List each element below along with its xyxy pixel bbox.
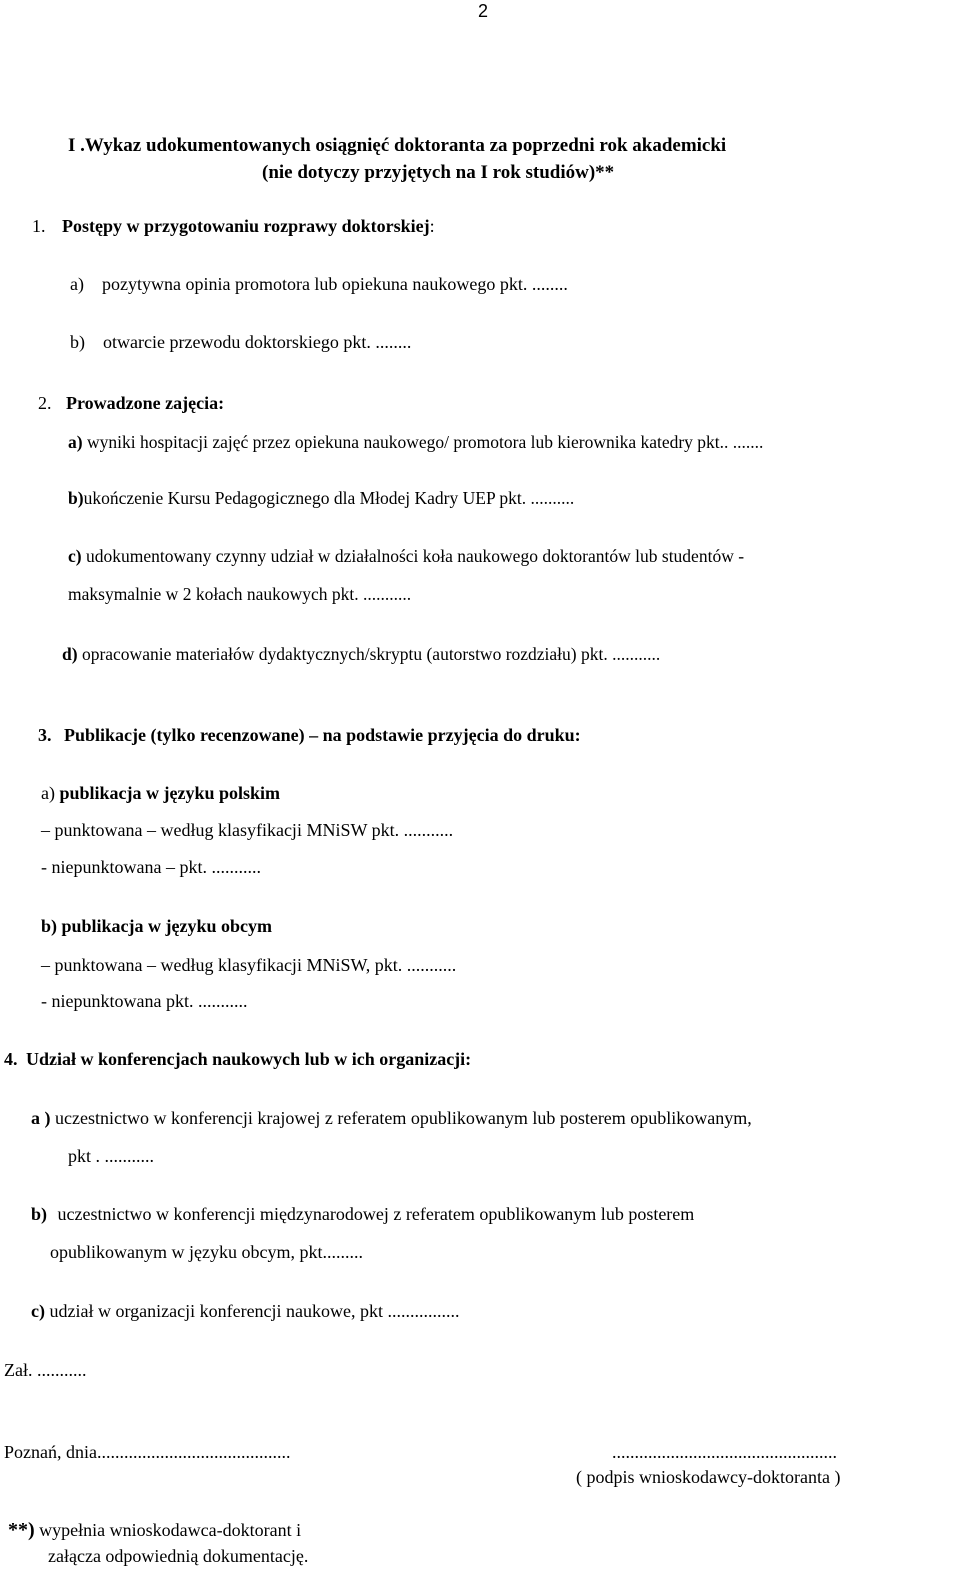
item-4b [31, 1205, 694, 1223]
item-label: b) [68, 488, 84, 508]
item-3b-2: - niepunktowana pkt. ........... [41, 991, 248, 1011]
item-3b [41, 917, 272, 935]
item-2b [68, 490, 574, 508]
page-number: 2 [478, 1, 489, 21]
item-text: otwarcie przewodu doktorskiego pkt. ........ [103, 332, 412, 352]
item-3b-1: – punktowana – według klasyfikacji MNiSW, pkt. ........... [41, 955, 457, 975]
item-2d [62, 646, 660, 664]
item-label: a ) [31, 1108, 51, 1128]
signature-label: ( podpis wnioskodawcy-doktoranta ) [576, 1467, 841, 1487]
item-3a [41, 784, 280, 802]
item-label: c) [31, 1301, 45, 1321]
section-2-heading [38, 394, 224, 412]
footnote-text: wypełnia wnioskodawca-doktorant i [34, 1520, 302, 1540]
item-2c [68, 548, 744, 566]
footnote-mark: **) [8, 1519, 35, 1541]
section-number: 3. [38, 725, 52, 745]
item-label: c) [68, 546, 82, 566]
item-label: a) [41, 783, 55, 803]
section-title: Postępy w przygotowaniu rozprawy doktorskiej [62, 216, 430, 236]
section-title: Udział w konferencjach naukowych lub w ich organizacji: [26, 1049, 472, 1069]
footnote-cont: załącza odpowiednią dokumentację. [48, 1546, 309, 1566]
section-number: 1. [32, 216, 46, 236]
item-4a-cont: pkt . ........... [68, 1146, 155, 1166]
item-2a [68, 434, 763, 452]
item-1a [70, 275, 568, 293]
item-2c-cont: maksymalnie w 2 kołach naukowych pkt. ........... [68, 584, 412, 604]
item-3a-2: - niepunktowana – pkt. ........... [41, 857, 261, 877]
item-label: a) [70, 274, 84, 294]
item-text: ukończenie Kursu Pedagogicznego dla Młodej Kadry UEP pkt. .......... [83, 488, 575, 508]
section-number: 4. [4, 1049, 18, 1069]
item-text: uczestnictwo w konferencji międzynarodowej z referatem opublikowanym lub posterem [53, 1204, 695, 1224]
place-date: Poznań, dnia........................................... [4, 1442, 291, 1462]
item-4b-cont: opublikowanym w języku obcym, pkt......... [50, 1242, 363, 1262]
item-text: wyniki hospitacji zajęć przez opiekuna naukowego/ promotora lub kierownika katedry pkt.. ....... [82, 432, 764, 452]
item-text: pozytywna opinia promotora lub opiekuna naukowego pkt. ........ [101, 274, 568, 294]
item-text: udział w organizacji konferencji naukowe, pkt ................ [44, 1301, 460, 1321]
item-label: d) [62, 644, 78, 664]
item-1b [70, 333, 411, 351]
heading-line-2: (nie dotyczy przyjętych na I rok studiów)** [262, 162, 615, 183]
section-1-heading: 1. Postępy w przygotowaniu rozprawy doktorskiej: [32, 216, 435, 236]
item-3a-1: – punktowana – według klasyfikacji MNiSW pkt. ........... [41, 820, 454, 840]
section-number: 2. [38, 393, 52, 413]
footnote [8, 1520, 301, 1540]
signature-line: .................................................. [612, 1442, 837, 1462]
section-3-heading [38, 726, 581, 744]
heading-line-1: I .Wykaz udokumentowanych osiągnięć doktoranta za poprzedni rok akademicki [68, 135, 727, 156]
section-4-heading [4, 1050, 471, 1068]
attachments: Zał. ........... [4, 1360, 87, 1380]
item-4c [31, 1302, 460, 1320]
section-title: Publikacje (tylko recenzowane) – na podstawie przyjęcia do druku: [64, 725, 581, 745]
item-text: opracowanie materiałów dydaktycznych/skryptu (autorstwo rozdziału) pkt. ........... [77, 644, 661, 664]
item-title: publikacja w języku polskim [59, 783, 281, 803]
section-title: Prowadzone zajęcia: [66, 393, 225, 413]
item-4a [31, 1109, 752, 1127]
item-title: publikacja w języku obcym [61, 916, 273, 936]
item-label: b) [41, 916, 58, 936]
item-label: a) [68, 432, 83, 452]
item-label: b) [31, 1204, 48, 1224]
item-label: b) [70, 332, 85, 352]
item-text: uczestnictwo w konferencji krajowej z referatem opublikowanym lub posterem opublikowanym, [50, 1108, 752, 1128]
item-text: udokumentowany czynny udział w działalności koła naukowego doktorantów lub studentów - [81, 546, 745, 566]
